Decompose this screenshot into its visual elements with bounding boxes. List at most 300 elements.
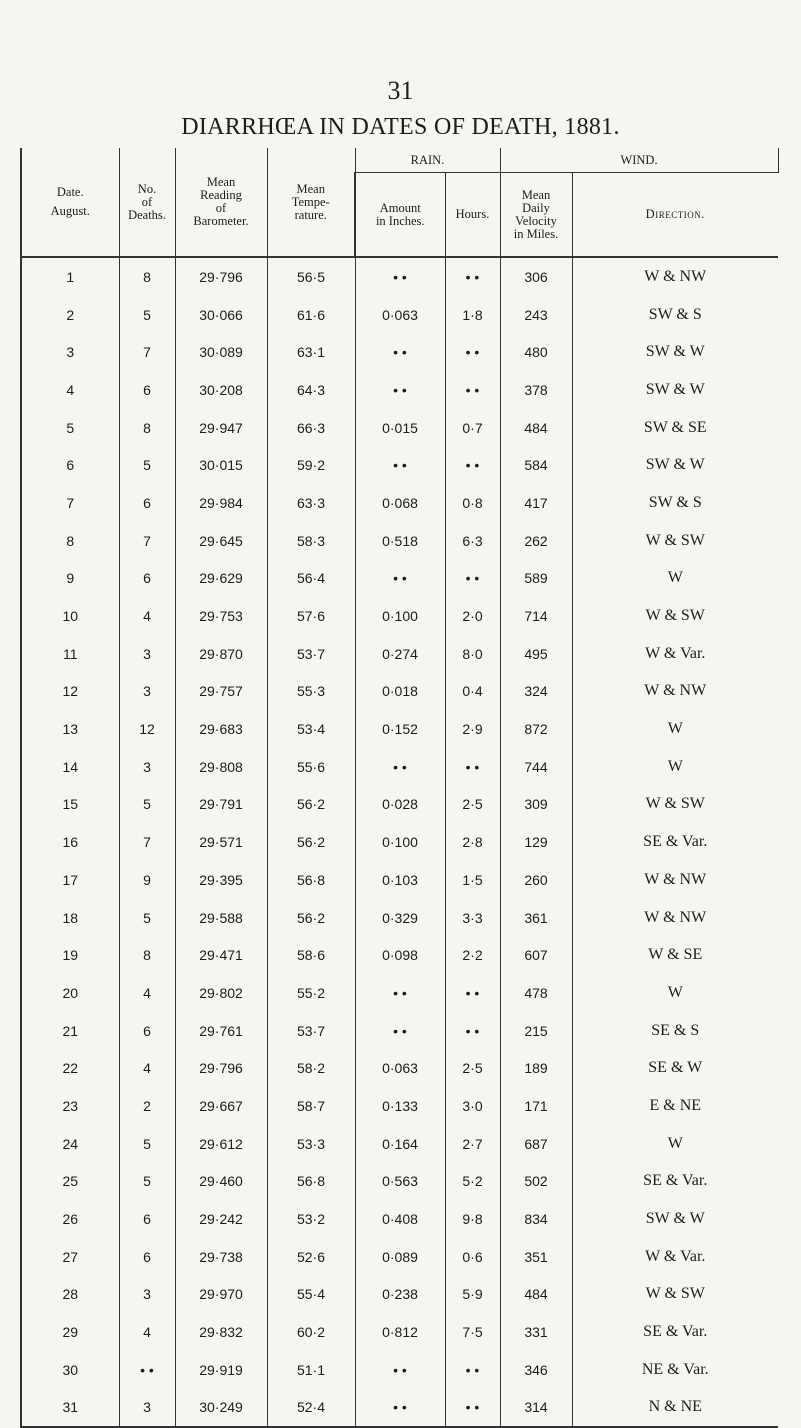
rain-hours-cell: • • (445, 1012, 500, 1050)
wind-direction-cell: SW & S (572, 484, 778, 522)
deaths-cell: 3 (119, 673, 175, 711)
wind-velocity-cell: 484 (500, 1276, 572, 1314)
wind-direction-cell: SW & SE (572, 409, 778, 447)
table-row (21, 257, 778, 296)
rain-hours-cell: 3·3 (445, 899, 500, 937)
date-cell: 11 (21, 635, 119, 673)
wind-direction-cell: W & Var. (572, 635, 778, 673)
table-row (21, 560, 778, 598)
wind-velocity-cell: 584 (500, 446, 572, 484)
wind-direction-cell: N & NE (572, 1389, 778, 1428)
rain-hours-cell: • • (445, 748, 500, 786)
table-row (21, 296, 778, 334)
table-row (21, 1012, 778, 1050)
barometer-cell: 29·832 (175, 1313, 267, 1351)
rain-hours-cell: 0·7 (445, 409, 500, 447)
table-row (21, 710, 778, 748)
wind-direction-cell: W & SE (572, 936, 778, 974)
rain-amount-cell: 0·518 (355, 522, 445, 560)
rain-hours-cell: 2·5 (445, 1049, 500, 1087)
header-wind-velocity (500, 173, 572, 258)
deaths-cell: 4 (119, 1313, 175, 1351)
date-cell: 3 (21, 333, 119, 371)
rain-hours-cell: • • (445, 371, 500, 409)
wind-direction-cell: W (572, 748, 778, 786)
wind-velocity-cell: 189 (500, 1049, 572, 1087)
date-cell: 1 (21, 257, 119, 296)
temperature-cell: 52·4 (267, 1389, 355, 1428)
table-row (21, 333, 778, 371)
barometer-cell: 30·249 (175, 1389, 267, 1428)
wind-direction-cell: W & NW (572, 861, 778, 899)
wind-direction-cell: SE & Var. (572, 823, 778, 861)
table-row (21, 936, 778, 974)
rain-amount-cell: 0·028 (355, 786, 445, 824)
temperature-cell: 58·2 (267, 1049, 355, 1087)
wind-direction-cell: W & SW (572, 597, 778, 635)
wind-direction-cell: SW & S (572, 296, 778, 334)
temperature-cell: 56·5 (267, 257, 355, 296)
deaths-cell: 5 (119, 786, 175, 824)
rain-amount-cell: • • (355, 1012, 445, 1050)
header-deaths (119, 148, 175, 257)
date-cell: 27 (21, 1238, 119, 1276)
barometer-cell: 29·947 (175, 409, 267, 447)
wind-velocity-cell: 306 (500, 257, 572, 296)
wind-velocity-cell: 361 (500, 899, 572, 937)
deaths-cell: 2 (119, 1087, 175, 1125)
wind-velocity-cell: 589 (500, 560, 572, 598)
deaths-cell: 3 (119, 1389, 175, 1428)
date-cell: 15 (21, 786, 119, 824)
wind-direction-cell: SW & W (572, 446, 778, 484)
deaths-cell: 12 (119, 710, 175, 748)
header-date (21, 148, 119, 257)
wind-velocity-cell: 478 (500, 974, 572, 1012)
deaths-cell: 7 (119, 333, 175, 371)
wind-velocity-cell: 331 (500, 1313, 572, 1351)
header-temperature-line1: Mean (296, 181, 325, 196)
table-row (21, 1125, 778, 1163)
wind-direction-cell: W & NW (572, 257, 778, 296)
wind-velocity-cell: 351 (500, 1238, 572, 1276)
barometer-cell: 30·015 (175, 446, 267, 484)
rain-hours-cell: 2·2 (445, 936, 500, 974)
table-row (21, 899, 778, 937)
barometer-cell: 30·089 (175, 333, 267, 371)
barometer-cell: 29·984 (175, 484, 267, 522)
wind-direction-cell: W & SW (572, 522, 778, 560)
wind-velocity-cell: 480 (500, 333, 572, 371)
page-title: DIARRHŒA IN DATES OF DEATH, 1881. (181, 114, 620, 140)
table-row (21, 1238, 778, 1276)
rain-hours-cell: 2·0 (445, 597, 500, 635)
wind-direction-cell: SE & Var. (572, 1163, 778, 1201)
wind-velocity-cell: 314 (500, 1389, 572, 1428)
table-row (21, 371, 778, 409)
barometer-cell: 29·796 (175, 1049, 267, 1087)
header-barometer-line2: Reading (200, 188, 242, 202)
date-cell: 2 (21, 296, 119, 334)
table-row (21, 1049, 778, 1087)
date-cell: 13 (21, 710, 119, 748)
table-row (21, 1200, 778, 1238)
deaths-cell: 4 (119, 1049, 175, 1087)
rain-amount-cell: • • (355, 1389, 445, 1428)
header-rain-amount (355, 173, 445, 258)
barometer-cell: 29·683 (175, 710, 267, 748)
temperature-cell: 53·3 (267, 1125, 355, 1163)
wind-direction-cell: E & NE (572, 1087, 778, 1125)
wind-velocity-cell: 262 (500, 522, 572, 560)
page-number: 31 (387, 76, 414, 105)
date-cell: 25 (21, 1163, 119, 1201)
header-barometer-line4: Barometer. (193, 214, 249, 228)
rain-amount-cell: 0·018 (355, 673, 445, 711)
temperature-cell: 61·6 (267, 296, 355, 334)
rain-hours-cell: 0·6 (445, 1238, 500, 1276)
temperature-cell: 55·2 (267, 974, 355, 1012)
barometer-cell: 29·808 (175, 748, 267, 786)
deaths-cell: 5 (119, 296, 175, 334)
temperature-cell: 53·7 (267, 635, 355, 673)
deaths-cell: • • (119, 1351, 175, 1389)
date-cell: 28 (21, 1276, 119, 1314)
rain-amount-cell: • • (355, 446, 445, 484)
temperature-cell: 55·4 (267, 1276, 355, 1314)
rain-amount-cell: • • (355, 333, 445, 371)
rain-amount-cell: • • (355, 974, 445, 1012)
barometer-cell: 29·395 (175, 861, 267, 899)
wind-direction-cell: SW & W (572, 1200, 778, 1238)
header-temperature-line2: Tempe- (291, 194, 330, 209)
barometer-cell: 29·791 (175, 786, 267, 824)
rain-amount-cell: 0·563 (355, 1163, 445, 1201)
wind-velocity-cell: 502 (500, 1163, 572, 1201)
wind-direction-cell: W (572, 1125, 778, 1163)
deaths-cell: 3 (119, 1276, 175, 1314)
header-wind-velocity-line1: Mean (521, 187, 551, 202)
temperature-cell: 60·2 (267, 1313, 355, 1351)
rain-hours-cell: 2·7 (445, 1125, 500, 1163)
deaths-cell: 5 (119, 1125, 175, 1163)
barometer-cell: 29·919 (175, 1351, 267, 1389)
deaths-cell: 5 (119, 899, 175, 937)
table-row (21, 1389, 778, 1428)
date-cell: 18 (21, 899, 119, 937)
date-cell: 9 (21, 560, 119, 598)
wind-velocity-cell: 346 (500, 1351, 572, 1389)
deaths-cell: 5 (119, 446, 175, 484)
header-rain-amount-line1: Amount (379, 200, 421, 215)
rain-hours-cell: 2·8 (445, 823, 500, 861)
date-cell: 26 (21, 1200, 119, 1238)
table-row (21, 1313, 778, 1351)
rain-amount-cell: • • (355, 748, 445, 786)
table-row (21, 409, 778, 447)
date-cell: 17 (21, 861, 119, 899)
rain-hours-cell: • • (445, 1389, 500, 1428)
table-row (21, 484, 778, 522)
rain-amount-cell: 0·408 (355, 1200, 445, 1238)
table-row (21, 1163, 778, 1201)
wind-velocity-cell: 872 (500, 710, 572, 748)
rain-hours-cell: 7·5 (445, 1313, 500, 1351)
deaths-cell: 7 (119, 823, 175, 861)
temperature-cell: 55·6 (267, 748, 355, 786)
rain-hours-cell: 6·3 (445, 522, 500, 560)
temperature-cell: 56·4 (267, 560, 355, 598)
wind-velocity-cell: 260 (500, 861, 572, 899)
barometer-cell: 29·802 (175, 974, 267, 1012)
deaths-cell: 6 (119, 1200, 175, 1238)
header-temperature (267, 148, 355, 257)
date-cell: 8 (21, 522, 119, 560)
table-row (21, 786, 778, 824)
rain-hours-cell: 0·8 (445, 484, 500, 522)
header-barometer-line1: Mean (206, 175, 236, 189)
deaths-cell: 6 (119, 484, 175, 522)
deaths-cell: 3 (119, 748, 175, 786)
header-barometer-line3: of (215, 201, 227, 215)
date-cell: 24 (21, 1125, 119, 1163)
rain-amount-cell: 0·068 (355, 484, 445, 522)
rain-amount-cell: 0·098 (355, 936, 445, 974)
header-date-sub: August. (50, 204, 90, 218)
barometer-cell: 29·588 (175, 899, 267, 937)
rain-amount-cell: 0·812 (355, 1313, 445, 1351)
header-rain-amount-line2: in Inches. (375, 213, 425, 228)
date-cell: 19 (21, 936, 119, 974)
rain-hours-cell: • • (445, 560, 500, 598)
temperature-cell: 56·2 (267, 823, 355, 861)
wind-direction-cell: W (572, 710, 778, 748)
barometer-cell: 29·571 (175, 823, 267, 861)
date-cell: 29 (21, 1313, 119, 1351)
header-deaths-line3: Deaths. (128, 207, 166, 222)
date-cell: 10 (21, 597, 119, 635)
rain-amount-cell: • • (355, 257, 445, 296)
temperature-cell: 64·3 (267, 371, 355, 409)
rain-amount-cell: 0·063 (355, 1049, 445, 1087)
wind-direction-cell: NE & Var. (572, 1351, 778, 1389)
barometer-cell: 29·460 (175, 1163, 267, 1201)
table-body (21, 257, 778, 1427)
rain-hours-cell: 2·5 (445, 786, 500, 824)
barometer-cell: 30·066 (175, 296, 267, 334)
deaths-cell: 6 (119, 560, 175, 598)
wind-direction-cell: W (572, 560, 778, 598)
date-cell: 31 (21, 1389, 119, 1428)
barometer-cell: 29·757 (175, 673, 267, 711)
table-row (21, 823, 778, 861)
header-wind-direction: Direction. (572, 173, 778, 258)
deaths-cell: 6 (119, 1238, 175, 1276)
barometer-cell: 29·645 (175, 522, 267, 560)
date-cell: 22 (21, 1049, 119, 1087)
wind-velocity-cell: 171 (500, 1087, 572, 1125)
wind-direction-cell: W & NW (572, 673, 778, 711)
rain-amount-cell: • • (355, 371, 445, 409)
rain-amount-cell: 0·063 (355, 296, 445, 334)
wind-velocity-cell: 417 (500, 484, 572, 522)
rain-amount-cell: 0·015 (355, 409, 445, 447)
barometer-cell: 29·870 (175, 635, 267, 673)
barometer-cell: 29·667 (175, 1087, 267, 1125)
header-wind: WIND. (500, 148, 778, 173)
date-cell: 23 (21, 1087, 119, 1125)
rain-hours-cell: • • (445, 446, 500, 484)
wind-velocity-cell: 714 (500, 597, 572, 635)
table-row (21, 673, 778, 711)
temperature-cell: 51·1 (267, 1351, 355, 1389)
date-cell: 16 (21, 823, 119, 861)
rain-amount-cell: 0·152 (355, 710, 445, 748)
rain-hours-cell: 5·9 (445, 1276, 500, 1314)
deaths-cell: 8 (119, 409, 175, 447)
header-rain: RAIN. (355, 148, 500, 173)
header-wind-velocity-line4: in Miles. (513, 226, 559, 241)
wind-direction-cell: SE & S (572, 1012, 778, 1050)
header-rain-hours: Hours. (445, 173, 500, 258)
table-row (21, 1276, 778, 1314)
barometer-cell: 29·242 (175, 1200, 267, 1238)
rain-hours-cell: 1·5 (445, 861, 500, 899)
barometer-cell: 29·970 (175, 1276, 267, 1314)
deaths-cell: 6 (119, 371, 175, 409)
table-row (21, 748, 778, 786)
barometer-cell: 29·629 (175, 560, 267, 598)
barometer-cell: 29·796 (175, 257, 267, 296)
barometer-cell: 29·471 (175, 936, 267, 974)
table-row (21, 1351, 778, 1389)
wind-direction-cell: W & SW (572, 786, 778, 824)
deaths-cell: 5 (119, 1163, 175, 1201)
barometer-cell: 29·612 (175, 1125, 267, 1163)
date-cell: 21 (21, 1012, 119, 1050)
temperature-cell: 56·8 (267, 861, 355, 899)
wind-direction-cell: W & Var. (572, 1238, 778, 1276)
temperature-cell: 63·1 (267, 333, 355, 371)
rain-amount-cell: 0·133 (355, 1087, 445, 1125)
date-cell: 12 (21, 673, 119, 711)
date-cell: 4 (21, 371, 119, 409)
table-row (21, 597, 778, 635)
deaths-cell: 4 (119, 597, 175, 635)
wind-velocity-cell: 324 (500, 673, 572, 711)
wind-velocity-cell: 834 (500, 1200, 572, 1238)
rain-hours-cell: 2·9 (445, 710, 500, 748)
rain-hours-cell: 8·0 (445, 635, 500, 673)
table-row (21, 635, 778, 673)
wind-velocity-cell: 243 (500, 296, 572, 334)
deaths-cell: 4 (119, 974, 175, 1012)
temperature-cell: 53·2 (267, 1200, 355, 1238)
wind-velocity-cell: 309 (500, 786, 572, 824)
rain-amount-cell: 0·103 (355, 861, 445, 899)
wind-velocity-cell: 607 (500, 936, 572, 974)
header-date-label: Date. (56, 185, 84, 199)
date-cell: 14 (21, 748, 119, 786)
wind-direction-cell: W & NW (572, 899, 778, 937)
temperature-cell: 58·3 (267, 522, 355, 560)
deaths-cell: 9 (119, 861, 175, 899)
barometer-cell: 29·738 (175, 1238, 267, 1276)
temperature-cell: 63·3 (267, 484, 355, 522)
wind-direction-cell: SW & W (572, 371, 778, 409)
date-cell: 20 (21, 974, 119, 1012)
rain-hours-cell: 3·0 (445, 1087, 500, 1125)
barometer-cell: 29·761 (175, 1012, 267, 1050)
rain-hours-cell: 5·2 (445, 1163, 500, 1201)
table-row (21, 974, 778, 1012)
rain-amount-cell: 0·238 (355, 1276, 445, 1314)
table-row (21, 1087, 778, 1125)
header-barometer (175, 148, 267, 257)
temperature-cell: 59·2 (267, 446, 355, 484)
wind-direction-cell: W (572, 974, 778, 1012)
rain-hours-cell: • • (445, 257, 500, 296)
table-row (21, 861, 778, 899)
deaths-cell: 6 (119, 1012, 175, 1050)
rain-amount-cell: 0·329 (355, 899, 445, 937)
temperature-cell: 58·6 (267, 936, 355, 974)
rain-amount-cell: 0·274 (355, 635, 445, 673)
wind-velocity-cell: 215 (500, 1012, 572, 1050)
rain-amount-cell: • • (355, 560, 445, 598)
wind-direction-cell: SE & W (572, 1049, 778, 1087)
date-cell: 7 (21, 484, 119, 522)
wind-direction-cell: W & SW (572, 1276, 778, 1314)
wind-velocity-cell: 495 (500, 635, 572, 673)
temperature-cell: 56·8 (267, 1163, 355, 1201)
rain-hours-cell: 1·8 (445, 296, 500, 334)
rain-amount-cell: 0·100 (355, 597, 445, 635)
temperature-cell: 52·6 (267, 1238, 355, 1276)
wind-velocity-cell: 687 (500, 1125, 572, 1163)
header-wind-velocity-line3: Velocity (515, 213, 557, 228)
rain-hours-cell: • • (445, 333, 500, 371)
header-deaths-line2: of (141, 194, 153, 209)
rain-hours-cell: • • (445, 1351, 500, 1389)
temperature-cell: 56·2 (267, 899, 355, 937)
header-temperature-line3: rature. (294, 207, 327, 222)
mortality-weather-table (20, 148, 779, 1428)
rain-amount-cell: 0·164 (355, 1125, 445, 1163)
temperature-cell: 57·6 (267, 597, 355, 635)
header-wind-velocity-line2: Daily (522, 200, 550, 215)
wind-velocity-cell: 378 (500, 371, 572, 409)
wind-velocity-cell: 129 (500, 823, 572, 861)
table-row (21, 446, 778, 484)
temperature-cell: 58·7 (267, 1087, 355, 1125)
rain-amount-cell: 0·100 (355, 823, 445, 861)
rain-amount-cell: 0·089 (355, 1238, 445, 1276)
barometer-cell: 30·208 (175, 371, 267, 409)
deaths-cell: 8 (119, 936, 175, 974)
wind-direction-cell: SE & Var. (572, 1313, 778, 1351)
rain-amount-cell: • • (355, 1351, 445, 1389)
temperature-cell: 53·4 (267, 710, 355, 748)
temperature-cell: 56·2 (267, 786, 355, 824)
rain-hours-cell: • • (445, 974, 500, 1012)
table-row (21, 522, 778, 560)
wind-velocity-cell: 744 (500, 748, 572, 786)
date-cell: 30 (21, 1351, 119, 1389)
date-cell: 6 (21, 446, 119, 484)
rain-hours-cell: 9·8 (445, 1200, 500, 1238)
barometer-cell: 29·753 (175, 597, 267, 635)
